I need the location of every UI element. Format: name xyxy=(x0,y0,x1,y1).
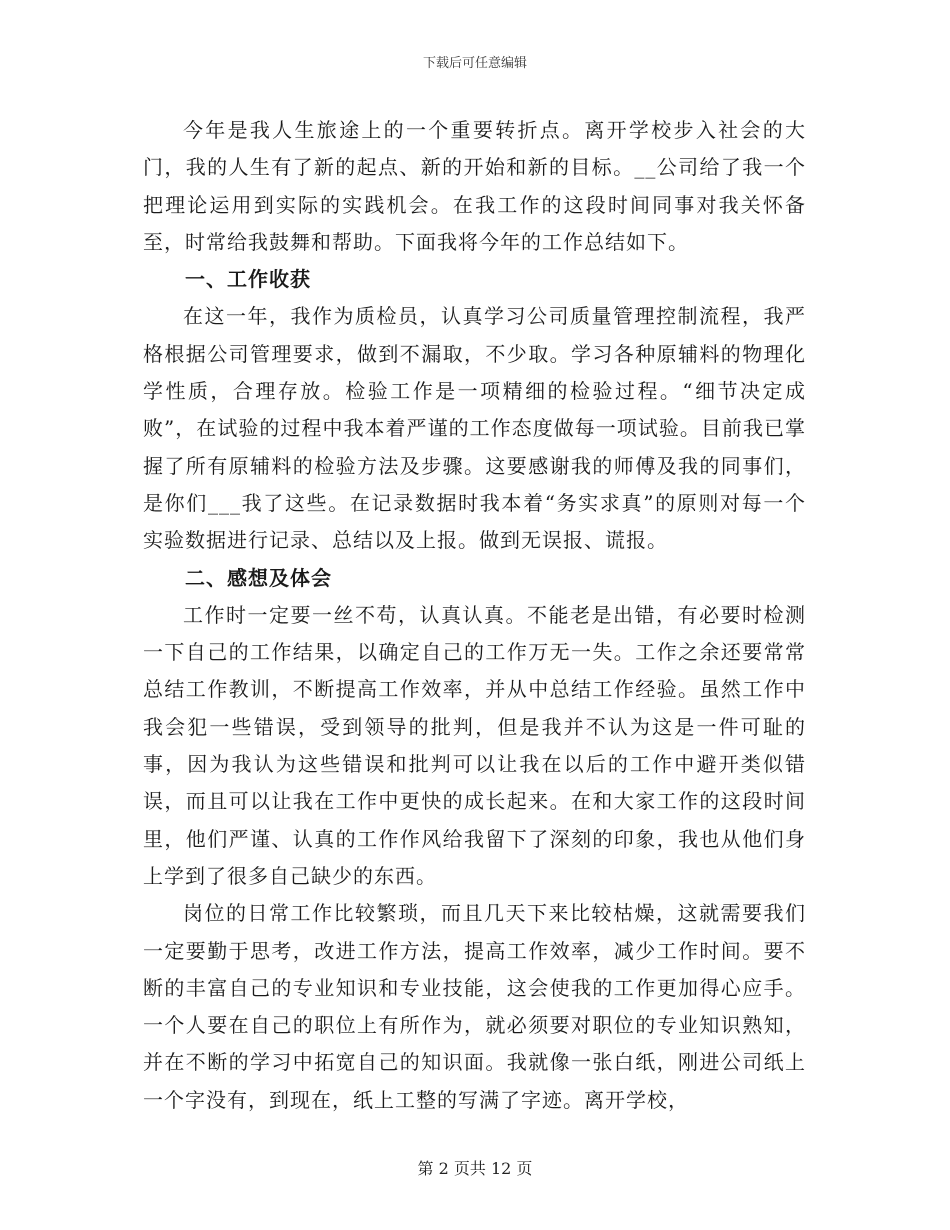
page-number: 第 2 页共 12 页 xyxy=(417,1159,533,1178)
section-heading-work-gains: 一、工作收获 xyxy=(185,267,311,292)
intro-paragraph: 今年是我人生旅途上的一个重要转折点。离开学校步入社会的大门，我的人生有了新的起点、新的开始和新的目标。__公司给了我一个把理论运用到实际的实践机会。在我工作的这段时间同事对我关怀备至，时常给我鼓舞和帮助。下面我将今年的工作总结如下。 xyxy=(143,118,806,254)
reflections-paragraph-2: 岗位的日常工作比较繁琐，而且几天下来比较枯燥，这就需要我们一定要勤于思考，改进工作方法，提高工作效率，减少工作时间。要不断的丰富自己的专业知识和专业技能，这会使我的工作更加得心应手。一个人要在自己的职位上有所作为，就必须要对职位的专业知识熟知，并在不断的学习中拓宽自己的知识面。我就像一张白纸，刚进公司纸上一个字没有，到现在，纸上工整的写满了字迹。离开学校， xyxy=(143,901,806,1112)
reflections-paragraph-1: 工作时一定要一丝不苟，认真认真。不能老是出错，有必要时检测一下自己的工作结果，以确定自己的工作万无一失。工作之余还要常常总结工作教训，不断提高工作效率，并从中总结工作经验。虽然工作中我会犯一些错误，受到领导的批判，但是我并不认为这是一件可耻的事，因为我认为这些错误和批判可以让我在以后的工作中避开类似错误，而且可以让我在工作中更快的成长起来。在和大家工作的这段时间里，他们严谨、认真的工作作风给我留下了深刻的印象，我也从他们身上学到了很多自己缺少的东西。 xyxy=(143,602,806,888)
section-heading-reflections: 二、感想及体会 xyxy=(185,565,332,590)
work-gains-paragraph: 在这一年，我作为质检员，认真学习公司质量管理控制流程，我严格根据公司管理要求，做到不漏取，不少取。学习各种原辅料的物理化学性质，合理存放。检验工作是一项精细的检验过程。“细节决定成败”，在试验的过程中我本着严谨的工作态度做每一项试验。目前我已掌握了所有原辅料的检验方法及步骤。这要感谢我的师傅及我的同事们，是你们___我了这些。在记录数据时我本着“务实求真”的原则对每一个实验数据进行记录、总结以及上报。做到无误报、谎报。 xyxy=(143,304,806,553)
document-body xyxy=(143,112,806,1119)
page-header: 下载后可任意编辑 xyxy=(422,56,527,71)
